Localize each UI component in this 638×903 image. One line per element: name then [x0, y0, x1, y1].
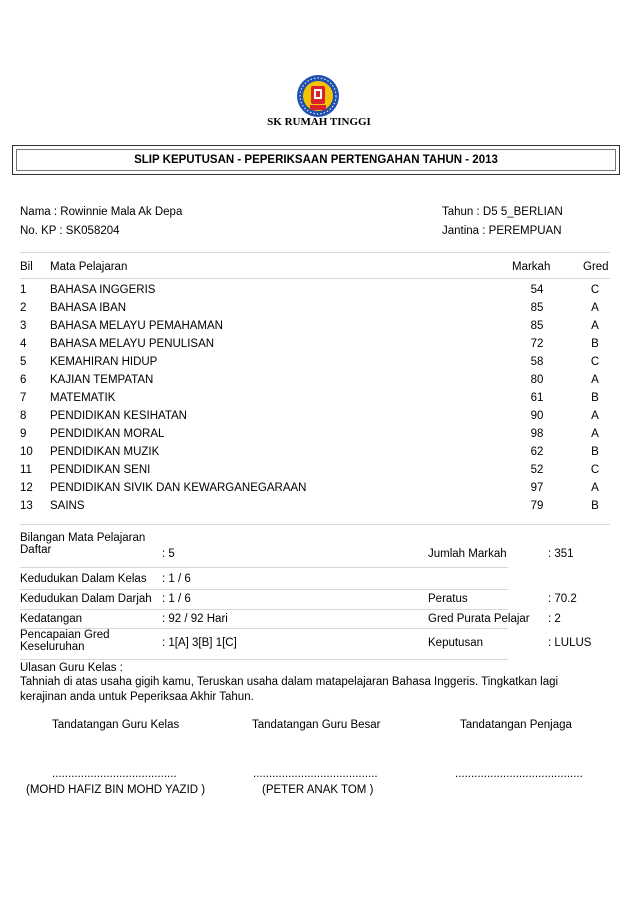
- row-grade: A: [591, 320, 599, 332]
- remarks-line-1: Tahniah di atas usaha gigih kamu, Teruskan usaha dalam matapelajaran Bahasa Inggeris. Tingkatkan lagi: [20, 676, 559, 688]
- table-row: [20, 374, 610, 392]
- divider: [20, 278, 610, 279]
- row-grade: A: [591, 302, 599, 314]
- pencapaian-label: Pencapaian Gred Keseluruhan: [20, 629, 110, 653]
- keputusan-label: Keputusan: [428, 637, 483, 649]
- row-grade: B: [591, 500, 599, 512]
- remarks-heading: Ulasan Guru Kelas :: [20, 662, 123, 674]
- slip-title: SLIP KEPUTUSAN - PEPERIKSAAN PERTENGAHAN TAHUN - 2013: [134, 154, 498, 166]
- row-grade: A: [591, 410, 599, 422]
- table-row: [20, 392, 610, 410]
- header-mark: Markah: [512, 261, 551, 273]
- jumlah-value: : 351: [548, 548, 574, 560]
- row-subject: PENDIDIKAN SIVIK DAN KEWARGANEGARAAN: [50, 482, 307, 494]
- row-bil: 1: [20, 284, 27, 296]
- row-bil: 13: [20, 500, 33, 512]
- sign-line-penjaga: ........................................: [455, 768, 583, 780]
- table-row: [20, 320, 610, 338]
- school-name: SK RUMAH TINGGI: [267, 116, 371, 128]
- peratus-value: : 70.2: [548, 593, 577, 605]
- table-row: [20, 284, 610, 302]
- divider: [20, 659, 508, 660]
- table-row: [20, 410, 610, 428]
- divider: [20, 567, 508, 568]
- pencapaian-value: : 1[A] 3[B] 1[C]: [162, 637, 237, 649]
- sign-line-guru-kelas: .......................................: [52, 768, 177, 780]
- kedatangan-label: Kedatangan: [20, 613, 83, 625]
- row-mark: 52: [530, 464, 544, 476]
- row-subject: PENDIDIKAN MUZIK: [50, 446, 160, 458]
- sign-label-guru-besar: Tandatangan Guru Besar: [252, 719, 381, 731]
- peratus-label: Peratus: [428, 593, 468, 605]
- row-subject: PENDIDIKAN SENI: [50, 464, 151, 476]
- row-mark: 58: [530, 356, 544, 368]
- remarks-line-2: kerajinan anda untuk Peperiksaa Akhir Tahun.: [20, 691, 254, 703]
- row-bil: 9: [20, 428, 27, 440]
- kedudukan-darjah-label: Kedudukan Dalam Darjah: [20, 593, 152, 605]
- row-bil: 3: [20, 320, 27, 332]
- table-row: [20, 446, 610, 464]
- kedudukan-kelas-value: : 1 / 6: [162, 573, 191, 585]
- header-grade: Gred: [583, 261, 609, 273]
- table-row: [20, 482, 610, 500]
- row-bil: 8: [20, 410, 27, 422]
- sign-name-guru-besar: (PETER ANAK TOM ): [262, 784, 374, 796]
- divider: [20, 524, 610, 525]
- keputusan-value: : LULUS: [548, 637, 592, 649]
- row-subject: BAHASA INGGERIS: [50, 284, 156, 296]
- row-grade: B: [591, 338, 599, 350]
- row-mark: 79: [530, 500, 544, 512]
- row-grade: A: [591, 374, 599, 386]
- slip-title-box: [12, 145, 620, 175]
- table-row: [20, 464, 610, 482]
- row-grade: B: [591, 446, 599, 458]
- divider: [20, 589, 508, 590]
- row-mark: 85: [530, 320, 544, 332]
- table-row: [20, 428, 610, 446]
- row-subject: MATEMATIK: [50, 392, 116, 404]
- kedatangan-value: : 92 / 92 Hari: [162, 613, 228, 625]
- sign-label-penjaga: Tandatangan Penjaga: [460, 719, 572, 731]
- kedudukan-darjah-value: : 1 / 6: [162, 593, 191, 605]
- row-mark: 62: [530, 446, 544, 458]
- sign-name-guru-kelas: (MOHD HAFIZ BIN MOHD YAZID ): [26, 784, 206, 796]
- row-mark: 90: [530, 410, 544, 422]
- jumlah-label: Jumlah Markah: [428, 548, 507, 560]
- student-ic: No. KP : SK058204: [20, 225, 120, 237]
- row-subject: SAINS: [50, 500, 85, 512]
- bilangan-label: Bilangan Mata Pelajaran Daftar: [20, 532, 146, 556]
- row-bil: 4: [20, 338, 27, 350]
- kedudukan-kelas-label: Kedudukan Dalam Kelas: [20, 573, 147, 585]
- row-grade: A: [591, 482, 599, 494]
- row-bil: 10: [20, 446, 33, 458]
- row-mark: 98: [530, 428, 544, 440]
- table-row: [20, 338, 610, 356]
- row-subject: KEMAHIRAN HIDUP: [50, 356, 158, 368]
- table-row: [20, 356, 610, 374]
- row-subject: PENDIDIKAN KESIHATAN: [50, 410, 187, 422]
- bilangan-value: : 5: [162, 548, 175, 560]
- divider: [20, 252, 610, 253]
- row-grade: C: [590, 356, 600, 368]
- row-mark: 80: [530, 374, 544, 386]
- student-gender: Jantina : PEREMPUAN: [442, 225, 562, 237]
- row-subject: KAJIAN TEMPATAN: [50, 374, 154, 386]
- header-subject: Mata Pelajaran: [50, 261, 128, 273]
- row-bil: 2: [20, 302, 27, 314]
- sign-label-guru-kelas: Tandatangan Guru Kelas: [52, 719, 180, 731]
- divider: [20, 609, 508, 610]
- row-bil: 12: [20, 482, 33, 494]
- row-mark: 85: [530, 302, 544, 314]
- row-mark: 54: [530, 284, 544, 296]
- row-grade: C: [590, 464, 600, 476]
- row-mark: 61: [530, 392, 544, 404]
- row-subject: BAHASA IBAN: [50, 302, 127, 314]
- row-subject: PENDIDIKAN MORAL: [50, 428, 165, 440]
- row-bil: 11: [20, 464, 32, 476]
- row-mark: 72: [530, 338, 544, 350]
- sign-line-guru-besar: .......................................: [253, 768, 378, 780]
- gred-purata-label: Gred Purata Pelajar: [428, 613, 530, 625]
- table-row: [20, 500, 610, 518]
- table-row: [20, 302, 610, 320]
- header-bil: Bil: [20, 261, 33, 273]
- row-grade: A: [591, 428, 599, 440]
- gred-purata-value: : 2: [548, 613, 561, 625]
- school-logo: [296, 74, 340, 118]
- row-grade: B: [591, 392, 599, 404]
- row-subject: BAHASA MELAYU PEMAHAMAN: [50, 320, 223, 332]
- table-header: [20, 261, 610, 279]
- student-name: Nama : Rowinnie Mala Ak Depa: [20, 206, 183, 218]
- row-bil: 6: [20, 374, 27, 386]
- student-class: Tahun : D5 5_BERLIAN: [442, 206, 563, 218]
- row-subject: BAHASA MELAYU PENULISAN: [50, 338, 215, 350]
- row-grade: C: [590, 284, 600, 296]
- row-bil: 5: [20, 356, 27, 368]
- row-mark: 97: [530, 482, 544, 494]
- row-bil: 7: [20, 392, 27, 404]
